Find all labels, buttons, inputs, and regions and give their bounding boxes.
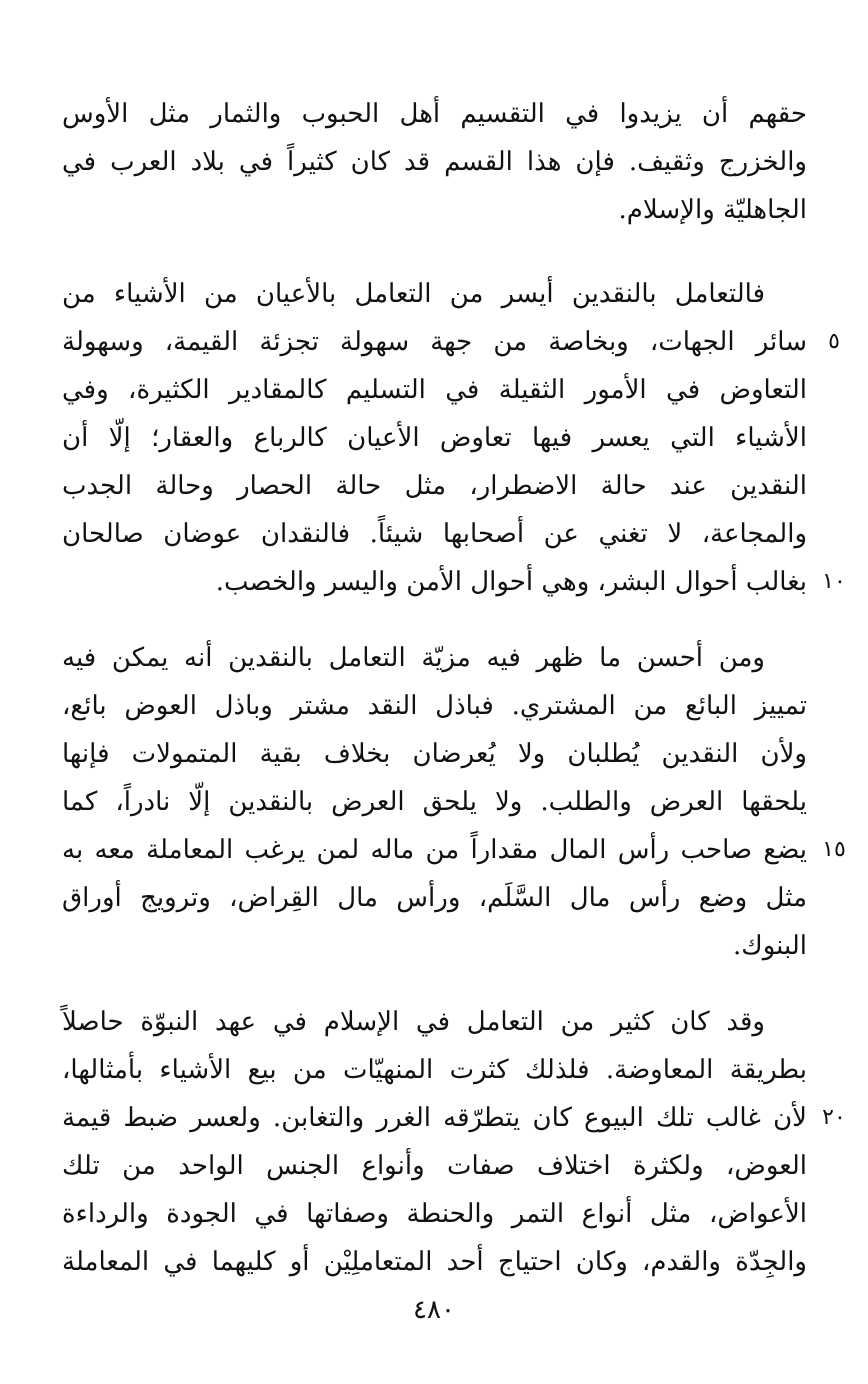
text-line: يلحقها العرض والطلب. ولا يلحق العرض بالنقدين إلّا نادراً، كما [62, 787, 807, 817]
text-line: والخزرج وثقيف. فإن هذا القسم قد كان كثيراً في بلاد العرب في [62, 147, 807, 177]
text-line: سائر الجهات، وبخاصة من جهة سهولة تجزئة القيمة، وسهولة [62, 327, 807, 357]
text-line: البنوك. [733, 931, 807, 961]
line-number: ٥ [828, 329, 840, 354]
text-line: ومن أحسن ما ظهر فيه مزيّة التعامل بالنقدين أنه يمكن فيه [62, 643, 765, 673]
text-line: لأن غالب تلك البيوع كان يتطرّقه الغرر والتغابن. ولعسر ضبط قيمة [62, 1103, 807, 1133]
text-line: مثل وضع رأس مال السَّلَم، ورأس مال القِراض، وترويج أوراق [62, 883, 807, 913]
text-line: الأشياء التي يعسر فيها تعاوض الأعيان كالرباع والعقار؛ إلّا أن [62, 423, 807, 453]
text-line: حقهم أن يزيدوا في التقسيم أهل الحبوب والثمار مثل الأوس [62, 99, 807, 129]
line-number: ١٠ [822, 569, 846, 594]
text-line: والمجاعة، لا تغني عن أصحابها شيئاً. فالنقدان عوضان صالحان [62, 519, 807, 549]
text-line: تمييز البائع من المشتري. فباذل النقد مشتر وباذل العوض بائع، [62, 691, 807, 721]
text-line: الأعواض، مثل أنواع التمر والحنطة وصفاتها في الجودة والرداءة [62, 1199, 807, 1229]
text-line: بطريقة المعاوضة. فلذلك كثرت المنهيّات من بيع الأشياء بأمثالها، [62, 1055, 807, 1085]
text-line: يضع صاحب رأس المال مقداراً من ماله لمن يرغب المعاملة معه به [62, 835, 808, 865]
text-line: بغالب أحوال البشر، وهي أحوال الأمن واليسر والخصب. [215, 567, 807, 597]
text-line: العوض، ولكثرة اختلاف صفات وأنواع الجنس الواحد من تلك [62, 1151, 807, 1181]
text-line: وقد كان كثير من التعامل في الإسلام في عهد النبوّة حاصلاً [62, 1007, 765, 1037]
page-number: ٤٨٠ [413, 1295, 455, 1325]
line-number: ٢٠ [822, 1105, 846, 1130]
paragraph-2 [62, 270, 807, 606]
text-line: الجاهليّة والإسلام. [618, 195, 807, 225]
paragraph-4 [62, 998, 807, 1286]
text-line: النقدين عند حالة الاضطرار، مثل حالة الحصار وحالة الجدب [62, 471, 807, 501]
line-number: ١٥ [822, 837, 846, 862]
text-line: ولأن النقدين يُطلبان ولا يُعرضان بخلاف بقية المتمولات فإنها [62, 739, 807, 769]
text-line: التعاوض في الأمور الثقيلة في التسليم كالمقادير الكثيرة، وفي [62, 375, 807, 405]
paragraph-3 [62, 634, 807, 970]
text-line: فالتعامل بالنقدين أيسر من التعامل بالأعيان من الأشياء من [62, 279, 765, 309]
paragraph-1 [62, 90, 807, 234]
text-line: والجِدّة والقدم، وكان احتياج أحد المتعاملِيْن أو كليهما في المعاملة [62, 1247, 807, 1277]
